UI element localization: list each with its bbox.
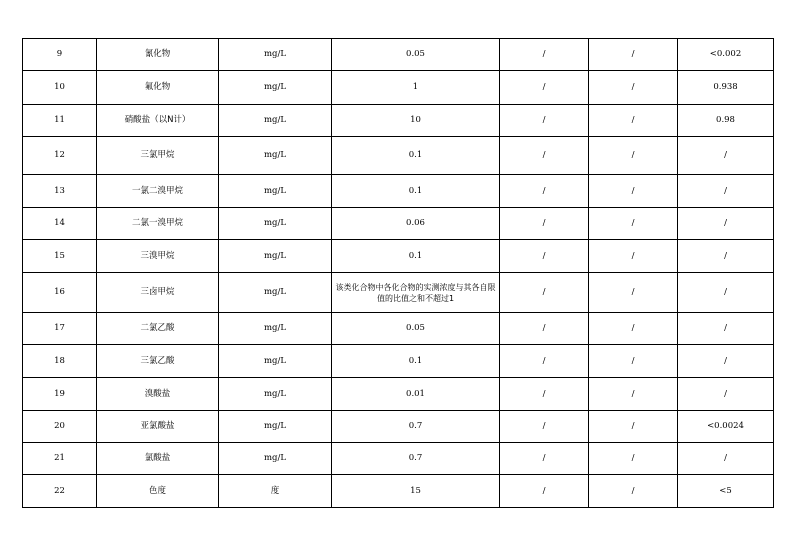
result-value: <0.002 <box>678 39 774 71</box>
column-5-cell: / <box>500 345 589 378</box>
unit-cell: 度 <box>219 475 332 508</box>
result-value: / <box>678 137 774 175</box>
indicator-name: 色度 <box>97 475 219 508</box>
table-row <box>23 137 774 175</box>
indicator-name: 一氯二溴甲烷 <box>97 175 219 208</box>
row-number: 18 <box>23 345 97 378</box>
table-row <box>23 475 774 508</box>
limit-value: 0.05 <box>332 39 500 71</box>
result-value: <5 <box>678 475 774 508</box>
result-value: / <box>678 345 774 378</box>
result-value: / <box>678 240 774 273</box>
table-row <box>23 411 774 443</box>
column-5-cell: / <box>500 208 589 240</box>
column-6-cell: / <box>589 240 678 273</box>
row-number: 16 <box>23 273 97 313</box>
column-6-cell: / <box>589 378 678 411</box>
unit-cell: mg/L <box>219 105 332 137</box>
row-number: 15 <box>23 240 97 273</box>
column-6-cell: / <box>589 345 678 378</box>
indicator-name: 三氯甲烷 <box>97 137 219 175</box>
unit-cell: mg/L <box>219 443 332 475</box>
unit-cell: mg/L <box>219 175 332 208</box>
row-number: 17 <box>23 313 97 345</box>
row-number: 14 <box>23 208 97 240</box>
limit-value: 0.06 <box>332 208 500 240</box>
column-6-cell: / <box>589 105 678 137</box>
unit-cell: mg/L <box>219 240 332 273</box>
column-5-cell: / <box>500 273 589 313</box>
table-row <box>23 39 774 71</box>
result-value: / <box>678 313 774 345</box>
indicator-name: 氯酸盐 <box>97 443 219 475</box>
column-6-cell: / <box>589 475 678 508</box>
water-quality-table <box>22 38 774 508</box>
limit-value: 0.1 <box>332 345 500 378</box>
result-value: / <box>678 175 774 208</box>
table-row <box>23 71 774 105</box>
limit-value: 该类化合物中各化合物的实测浓度与其各自限值的比值之和不超过1 <box>332 273 500 313</box>
column-5-cell: / <box>500 240 589 273</box>
unit-cell: mg/L <box>219 345 332 378</box>
column-5-cell: / <box>500 378 589 411</box>
limit-value: 0.05 <box>332 313 500 345</box>
limit-value: 0.1 <box>332 240 500 273</box>
column-6-cell: / <box>589 443 678 475</box>
indicator-name: 亚氯酸盐 <box>97 411 219 443</box>
indicator-name: 氟化物 <box>97 71 219 105</box>
result-value: <0.0024 <box>678 411 774 443</box>
unit-cell: mg/L <box>219 313 332 345</box>
limit-value: 0.01 <box>332 378 500 411</box>
limit-value: 0.1 <box>332 137 500 175</box>
column-5-cell: / <box>500 105 589 137</box>
limit-value: 0.7 <box>332 411 500 443</box>
indicator-name: 二氯一溴甲烷 <box>97 208 219 240</box>
indicator-name: 三卤甲烷 <box>97 273 219 313</box>
indicator-name: 氰化物 <box>97 39 219 71</box>
table-row <box>23 313 774 345</box>
limit-value: 10 <box>332 105 500 137</box>
unit-cell: mg/L <box>219 137 332 175</box>
table-row <box>23 345 774 378</box>
indicator-name: 溴酸盐 <box>97 378 219 411</box>
indicator-name: 二氯乙酸 <box>97 313 219 345</box>
result-value: / <box>678 443 774 475</box>
indicator-name: 三氯乙酸 <box>97 345 219 378</box>
column-6-cell: / <box>589 137 678 175</box>
row-number: 9 <box>23 39 97 71</box>
result-value: 0.938 <box>678 71 774 105</box>
column-6-cell: / <box>589 39 678 71</box>
result-value: / <box>678 378 774 411</box>
column-5-cell: / <box>500 475 589 508</box>
row-number: 12 <box>23 137 97 175</box>
unit-cell: mg/L <box>219 208 332 240</box>
column-6-cell: / <box>589 71 678 105</box>
column-6-cell: / <box>589 273 678 313</box>
row-number: 19 <box>23 378 97 411</box>
unit-cell: mg/L <box>219 273 332 313</box>
result-value: / <box>678 273 774 313</box>
row-number: 20 <box>23 411 97 443</box>
table-row <box>23 378 774 411</box>
table-row <box>23 175 774 208</box>
table-row <box>23 208 774 240</box>
table-row <box>23 443 774 475</box>
table-body <box>23 39 774 508</box>
column-5-cell: / <box>500 71 589 105</box>
unit-cell: mg/L <box>219 71 332 105</box>
limit-value: 0.7 <box>332 443 500 475</box>
row-number: 10 <box>23 71 97 105</box>
unit-cell: mg/L <box>219 378 332 411</box>
column-6-cell: / <box>589 175 678 208</box>
row-number: 21 <box>23 443 97 475</box>
column-6-cell: / <box>589 313 678 345</box>
column-5-cell: / <box>500 313 589 345</box>
limit-value: 0.1 <box>332 175 500 208</box>
unit-cell: mg/L <box>219 39 332 71</box>
row-number: 22 <box>23 475 97 508</box>
row-number: 13 <box>23 175 97 208</box>
column-5-cell: / <box>500 39 589 71</box>
table-row <box>23 105 774 137</box>
column-6-cell: / <box>589 411 678 443</box>
column-6-cell: / <box>589 208 678 240</box>
limit-value: 15 <box>332 475 500 508</box>
table-row <box>23 273 774 313</box>
result-value: 0.98 <box>678 105 774 137</box>
limit-value: 1 <box>332 71 500 105</box>
row-number: 11 <box>23 105 97 137</box>
unit-cell: mg/L <box>219 411 332 443</box>
column-5-cell: / <box>500 411 589 443</box>
column-5-cell: / <box>500 175 589 208</box>
column-5-cell: / <box>500 443 589 475</box>
column-5-cell: / <box>500 137 589 175</box>
result-value: / <box>678 208 774 240</box>
indicator-name: 硝酸盐（以N计） <box>97 105 219 137</box>
table-row <box>23 240 774 273</box>
indicator-name: 三溴甲烷 <box>97 240 219 273</box>
